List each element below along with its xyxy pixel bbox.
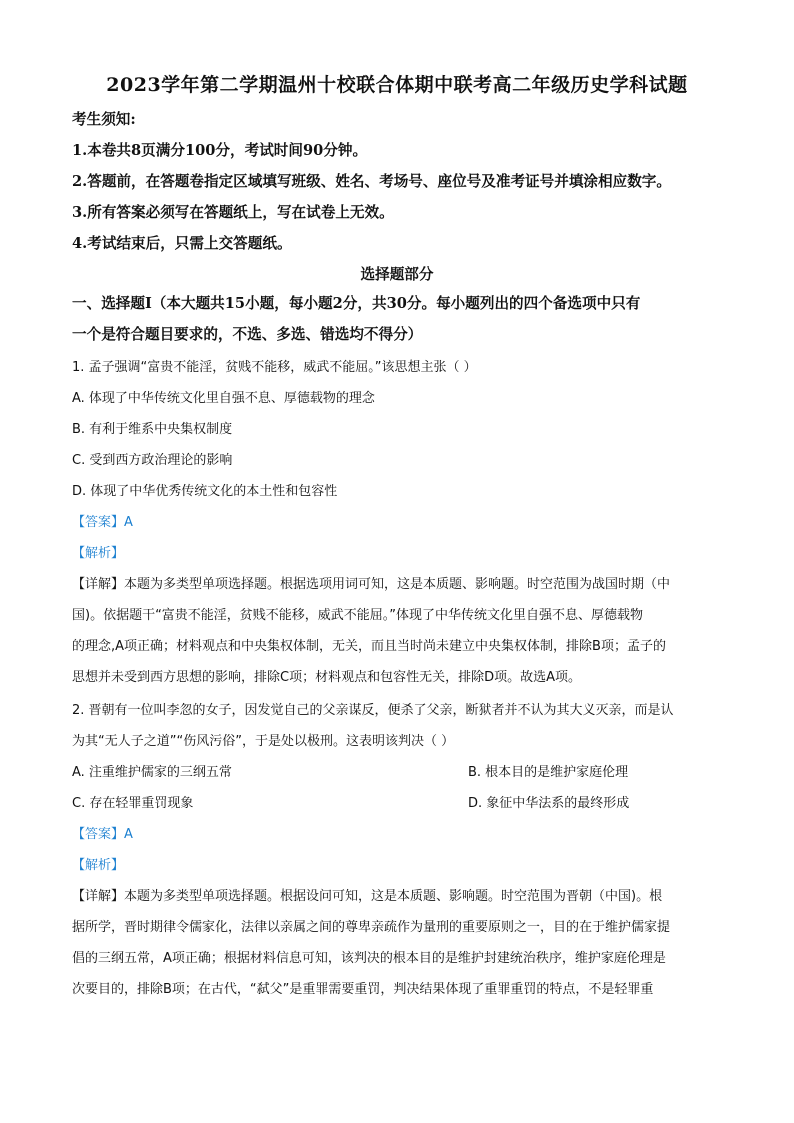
q1-option-b: B. 有利于维系中央集权制度 [72, 422, 233, 437]
q2-option-b: B. 根本目的是维护家庭伦理 [468, 765, 629, 780]
q2-options-row-2 [72, 794, 732, 814]
q1-stem: 1. 孟子强调“富贵不能淫，贫贱不能移，威武不能屈。”该思想主张（ ） [72, 360, 477, 375]
section-title: 选择题部分 [360, 266, 434, 283]
notice-heading: 考生须知: [72, 111, 136, 128]
notice-item-2: 2.答题前，在答题卷指定区域填写班级、姓名、考场号、座位号及准考证号并填涂相应数字。 [72, 173, 671, 190]
q1-detail-line-3: 的理念,A项正确；材料观点和中央集权体制，无关，而且当时尚未建立中央集权体制，排除B项；孟子的 [72, 639, 666, 654]
q2-option-d: D. 象征中华法系的最终形成 [468, 796, 630, 811]
q2-detail-line-2: 据所学，晋时期律令儒家化，法律以亲属之间的尊卑亲疏作为量刑的重要原则之一，目的在于维护儒家提 [72, 920, 671, 935]
q2-option-a: A. 注重维护儒家的三纲五常 [72, 765, 232, 780]
q2-detail-line-3: 倡的三纲五常，A项正确；根据材料信息可知，该判决的根本目的是维护封建统治秩序，维护家庭伦理是 [72, 951, 666, 966]
notice-item-1: 1.本卷共8页满分100分，考试时间90分钟。 [72, 142, 368, 159]
q1-analysis-label: 【解析】 [72, 546, 125, 561]
part-instruction-line-2: 一个是符合题目要求的，不选、多选、错选均不得分） [72, 326, 423, 343]
q1-option-c: C. 受到西方政治理论的影响 [72, 453, 233, 468]
q2-analysis-label: 【解析】 [72, 858, 125, 873]
q1-detail-line-1: 【详解】本题为多类型单项选择题。根据选项用词可知，这是本质题、影响题。时空范围为战国时期（中 [72, 577, 671, 592]
q1-answer: 【答案】A [72, 515, 133, 530]
q1-detail-line-4: 思想并未受到西方思想的影响，排除C项；材料观点和包容性无关，排除D项。故选A项。 [72, 670, 581, 685]
q1-option-a: A. 体现了中华传统文化里自强不息、厚德载物的理念 [72, 391, 375, 406]
page-title: 2023学年第二学期温州十校联合体期中联考高二年级历史学科试题 [106, 74, 688, 96]
q2-stem-line-2: 为其“无人子之道”“伤风污俗”，于是处以极刑。这表明该判决（ ） [72, 734, 455, 749]
q2-option-c: C. 存在轻罪重罚现象 [72, 796, 194, 811]
q2-options-row-1 [72, 763, 732, 783]
q2-detail-line-4: 次要目的，排除B项；在古代，“弑父”是重罪需要重罚，判决结果体现了重罪重罚的特点，不是轻罪重 [72, 982, 654, 997]
part-instruction-line-1: 一、选择题Ⅰ（本大题共15小题，每小题2分，共30分。每小题列出的四个备选项中只有 [72, 295, 641, 312]
q2-detail-line-1: 【详解】本题为多类型单项选择题。根据设问可知，这是本质题、影响题。时空范围为晋朝（中国)。根 [72, 889, 663, 904]
notice-item-4: 4.考试结束后，只需上交答题纸。 [72, 235, 292, 252]
q1-option-d: D. 体现了中华优秀传统文化的本土性和包容性 [72, 484, 338, 499]
q2-stem-line-1: 2. 晋朝有一位叫李忽的女子，因发觉自己的父亲谋反，便杀了父亲，断狱者并不认为其大义灭亲，而是认 [72, 703, 674, 718]
q1-detail-line-2: 国)。依据题干“富贵不能淫，贫贱不能移，威武不能屈。”体现了中华传统文化里自强不息、厚德载物 [72, 608, 644, 623]
notice-item-3: 3.所有答案必须写在答题纸上，写在试卷上无效。 [72, 204, 394, 221]
q2-answer: 【答案】A [72, 827, 133, 842]
